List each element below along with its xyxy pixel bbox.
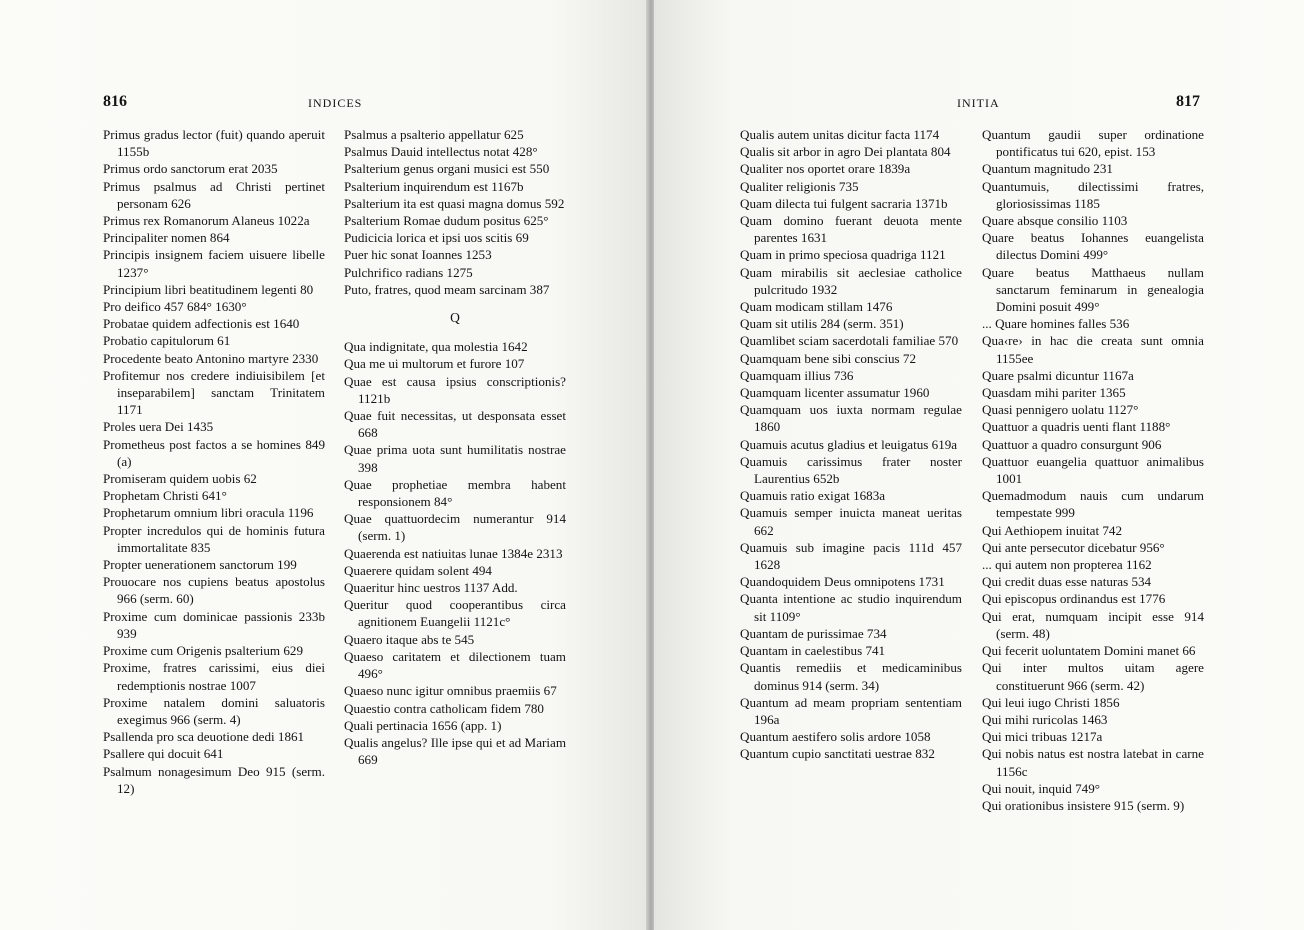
- index-entry: Qui nobis natus est nostra latebat in carne 1156c: [982, 746, 1204, 779]
- index-entry: Qui inter multos uitam agere constituerunt 966 (serm. 42): [982, 660, 1204, 693]
- index-entry: Qui erat, numquam incipit esse 914 (serm. 48): [982, 608, 1204, 641]
- index-entry: Quaeso caritatem et dilectionem tuam 496°: [344, 648, 566, 682]
- index-entry: Quamquam uos iuxta normam regulae 1860: [740, 402, 962, 435]
- index-entry: Qualis autem unitas dicitur facta 1174: [740, 127, 940, 142]
- index-entry: Primus rex Romanorum Alaneus 1022a: [103, 213, 310, 229]
- index-entry: Psalterium genus organi musici est 550: [344, 161, 550, 177]
- index-entry: Quamuis ratio exigat 1683a: [740, 488, 886, 504]
- index-entry: Quamquam bene sibi conscius 72: [740, 350, 917, 366]
- entries-q: [344, 338, 566, 768]
- index-entry: Quasdam mihi pariter 1365: [982, 385, 1126, 401]
- index-entry: Quam sit utilis 284 (serm. 351): [740, 316, 904, 332]
- index-entry: Quantum magnitudo 231: [982, 161, 1113, 177]
- index-entry: ... qui autem non propterea 1162: [982, 557, 1152, 573]
- index-entry: Quali pertinacia 1656 (app. 1): [344, 717, 502, 733]
- index-entry: Quaeso nunc igitur omnibus praemiis 67: [344, 683, 557, 699]
- index-entry: Propter incredulos qui de hominis futura immortalitate 835: [103, 522, 325, 555]
- index-entry: Quattuor euangelia quattuor animalibus 1001: [982, 453, 1204, 487]
- index-column-3: [740, 126, 962, 763]
- index-entry: Quattuor a quadris uenti flant 1188°: [982, 419, 1171, 435]
- index-entry: Psalmus a psalterio appellatur 625: [344, 127, 524, 142]
- index-entry: Pulchrifico radians 1275: [344, 264, 473, 280]
- index-entry: Puer hic sonat Ioannes 1253: [344, 247, 492, 263]
- index-entry: Quamuis carissimus frater noster Laurentius 652b: [740, 453, 962, 487]
- index-entry: Quaero itaque abs te 545: [344, 631, 475, 647]
- index-entry: Psalmum nonagesimum Deo 915 (serm. 12): [103, 763, 325, 796]
- index-entry: Quanta intentione ac studio inquirendum sit 1109°: [740, 591, 962, 624]
- index-entry: Promiseram quidem uobis 62: [103, 471, 257, 487]
- index-entry: Quaeritur hinc uestros 1137 Add.: [344, 580, 518, 596]
- index-entry: Quamuis semper inuicta maneat ueritas 662: [740, 505, 962, 538]
- index-entry: Quaerenda est natiuitas lunae 1384e 2313: [344, 545, 563, 561]
- index-entry: Quantam de purissimae 734: [740, 625, 887, 641]
- index-entry: Quantum aestifero solis ardore 1058: [740, 729, 931, 745]
- index-entry: Psalterium inquirendum est 1167b: [344, 178, 524, 194]
- index-entry: Quattuor a quadro consurgunt 906: [982, 436, 1162, 452]
- index-entry: Qui leui iugo Christi 1856: [982, 694, 1120, 710]
- index-entry: Prouocare nos cupiens beatus apostolus 966 (serm. 60): [103, 574, 325, 607]
- index-entry: Quare psalmi dicuntur 1167a: [982, 367, 1134, 383]
- index-entry: Probatio capitulorum 61: [103, 333, 231, 349]
- index-entry: Queritur quod cooperantibus circa agnitionem Euangelii 1121c°: [344, 597, 566, 630]
- index-entry: Qui credit duas esse naturas 534: [982, 574, 1152, 590]
- index-entry: Procedente beato Antonino martyre 2330: [103, 350, 319, 366]
- index-entry: Qualis sit arbor in agro Dei plantata 804: [740, 144, 951, 160]
- index-entry: Quae prima uota sunt humilitatis nostrae 398: [344, 442, 566, 475]
- right-running-head: [654, 93, 1304, 113]
- index-entry: Prophetam Christi 641°: [103, 488, 227, 504]
- index-entry: Pudicicia lorica et ipsi uos scitis 69: [344, 230, 529, 246]
- index-entry: Psallenda pro sca deuotione dedi 1861: [103, 729, 305, 745]
- index-entry: ... Quare homines falles 536: [982, 316, 1130, 332]
- index-entry: Psalterium ita est quasi magna domus 592: [344, 195, 565, 211]
- index-entry: Proles uera Dei 1435: [103, 419, 214, 435]
- index-column-4: [982, 126, 1204, 814]
- left-page-number: 816: [103, 93, 127, 110]
- section-letter-q: Q: [450, 310, 460, 326]
- index-entry: Qui ante persecutor dicebatur 956°: [982, 539, 1165, 555]
- index-entry: Qui episcopus ordinandus est 1776: [982, 591, 1166, 607]
- index-entry: Quamquam licenter assumatur 1960: [740, 385, 930, 401]
- index-entry: Quare beatus Matthaeus nullam sanctarum feminarum in genealogia Domini posuit 499°: [982, 264, 1204, 315]
- index-column-1: [103, 126, 325, 797]
- left-running-head: [0, 93, 648, 113]
- index-entry: Quam in primo speciosa quadriga 1121: [740, 247, 946, 263]
- index-entry: Qua‹re› in hac die creata sunt omnia 1155ee: [982, 333, 1204, 366]
- index-entry: Quantumuis, dilectissimi fratres, gloriosissimas 1185: [982, 178, 1204, 211]
- index-entry: Quantum ad meam propriam sententiam 196a: [740, 694, 962, 727]
- index-entry: Psalterium Romae dudum positus 625°: [344, 213, 549, 229]
- index-column-2: [344, 126, 566, 768]
- index-entry: Primus gradus lector (fuit) quando aperuit 1155b: [103, 127, 325, 160]
- index-entry: Quae prophetiae membra habent responsionem 84°: [344, 476, 566, 510]
- index-entry: Probatae quidem adfectionis est 1640: [103, 316, 300, 332]
- index-entry: Quae fuit necessitas, ut desponsata esset 668: [344, 408, 566, 441]
- index-entry: Prophetarum omnium libri oracula 1196: [103, 505, 314, 521]
- index-entry: Quamlibet sciam sacerdotali familiae 570: [740, 333, 959, 349]
- index-entry: Profitemur nos credere indiuisibilem [et inseparabilem] sanctam Trinitatem 1171: [103, 367, 325, 418]
- index-entry: Qualiter nos oportet orare 1839a: [740, 161, 911, 177]
- index-entry: Quasi pennigero uolatu 1127°: [982, 402, 1139, 418]
- index-entry: Qui nouit, inquid 749°: [982, 780, 1100, 796]
- index-entry: Puto, fratres, quod meam sarcinam 387: [344, 281, 550, 297]
- index-entry: Pro deifico 457 684° 1630°: [103, 299, 247, 315]
- index-entry: Psallere qui docuit 641: [103, 746, 224, 762]
- index-entry: Quae est causa ipsius conscriptionis? 1121b: [344, 373, 566, 406]
- index-entry: Quamuis acutus gladius et leuigatus 619a: [740, 436, 958, 452]
- index-entry: Primus psalmus ad Christi pertinet personam 626: [103, 178, 325, 211]
- index-entry: Primus ordo sanctorum erat 2035: [103, 161, 278, 177]
- index-entry: Qualiter religionis 735: [740, 178, 859, 194]
- index-entry: Quare absque consilio 1103: [982, 213, 1128, 229]
- index-entry: Proxime natalem domini saluatoris exegimus 966 (serm. 4): [103, 694, 325, 727]
- index-entry: Quantum cupio sanctitati uestrae 832: [740, 746, 935, 762]
- index-entry: Quantis remediis et medicaminibus dominus 914 (serm. 34): [740, 660, 962, 693]
- index-entry: Quandoquidem Deus omnipotens 1731: [740, 574, 945, 590]
- index-entry: Qua me ui multorum et furore 107: [344, 356, 525, 372]
- right-page-number: 817: [1176, 93, 1200, 110]
- index-entry: Qua indignitate, qua molestia 1642: [344, 339, 528, 355]
- right-running-title: INITIA: [957, 96, 1000, 110]
- index-entry: Prometheus post factos a se homines 849 (a): [103, 436, 325, 469]
- index-entry: Quamquam illius 736: [740, 367, 854, 383]
- index-entry: Quantum gaudii super ordinatione pontificatus tui 620, epist. 153: [982, 127, 1204, 160]
- index-entry: Quae quattuordecim numerantur 914 (serm. 1): [344, 511, 566, 544]
- index-entry: Psalmus Dauid intellectus notat 428°: [344, 144, 538, 160]
- entries-p: [344, 126, 566, 298]
- index-entry: Proxime cum Origenis psalterium 629: [103, 643, 304, 659]
- index-entry: Quam dilecta tui fulgent sacraria 1371b: [740, 195, 948, 211]
- index-entry: Quamuis sub imagine pacis 111d 457 1628: [740, 539, 962, 573]
- index-entry: Quam mirabilis sit aeclesiae catholice pulcritudo 1932: [740, 264, 962, 297]
- left-running-title: INDICES: [308, 96, 363, 110]
- index-entry: Qui orationibus insistere 915 (serm. 9): [982, 797, 1185, 813]
- index-entry: Proxime cum dominicae passionis 233b 939: [103, 608, 325, 641]
- index-entry: Quam modicam stillam 1476: [740, 299, 893, 315]
- index-entry: Quemadmodum nauis cum undarum tempestate 999: [982, 488, 1204, 521]
- index-entry: Quaerere quidam solent 494: [344, 562, 492, 578]
- index-entry: Proxime, fratres carissimi, eius diei redemptionis nostrae 1007: [103, 660, 325, 693]
- index-entry: Qualis angelus? Ille ipse qui et ad Mariam 669: [344, 734, 566, 768]
- index-entry: Qui Aethiopem inuitat 742: [982, 522, 1123, 538]
- right-page: [654, 0, 1304, 930]
- index-entry: Qui mihi ruricolas 1463: [982, 711, 1108, 727]
- index-entry: Propter uenerationem sanctorum 199: [103, 557, 297, 573]
- index-entry: Quaestio contra catholicam fidem 780: [344, 700, 544, 716]
- index-entry: Quare beatus Iohannes euangelista dilectus Domini 499°: [982, 230, 1204, 263]
- index-entry: Principis insignem faciem uisuere libelle 1237°: [103, 247, 325, 280]
- index-entry: Quantam in caelestibus 741: [740, 643, 886, 659]
- left-page: [0, 0, 648, 930]
- index-entry: Qui fecerit uoluntatem Domini manet 66: [982, 643, 1196, 659]
- index-entry: Qui mici tribuas 1217a: [982, 729, 1103, 745]
- index-entry: Principaliter nomen 864: [103, 230, 230, 246]
- index-entry: Quam domino fuerant deuota mente parentes 1631: [740, 213, 962, 246]
- index-entry: Principium libri beatitudinem legenti 80: [103, 281, 314, 297]
